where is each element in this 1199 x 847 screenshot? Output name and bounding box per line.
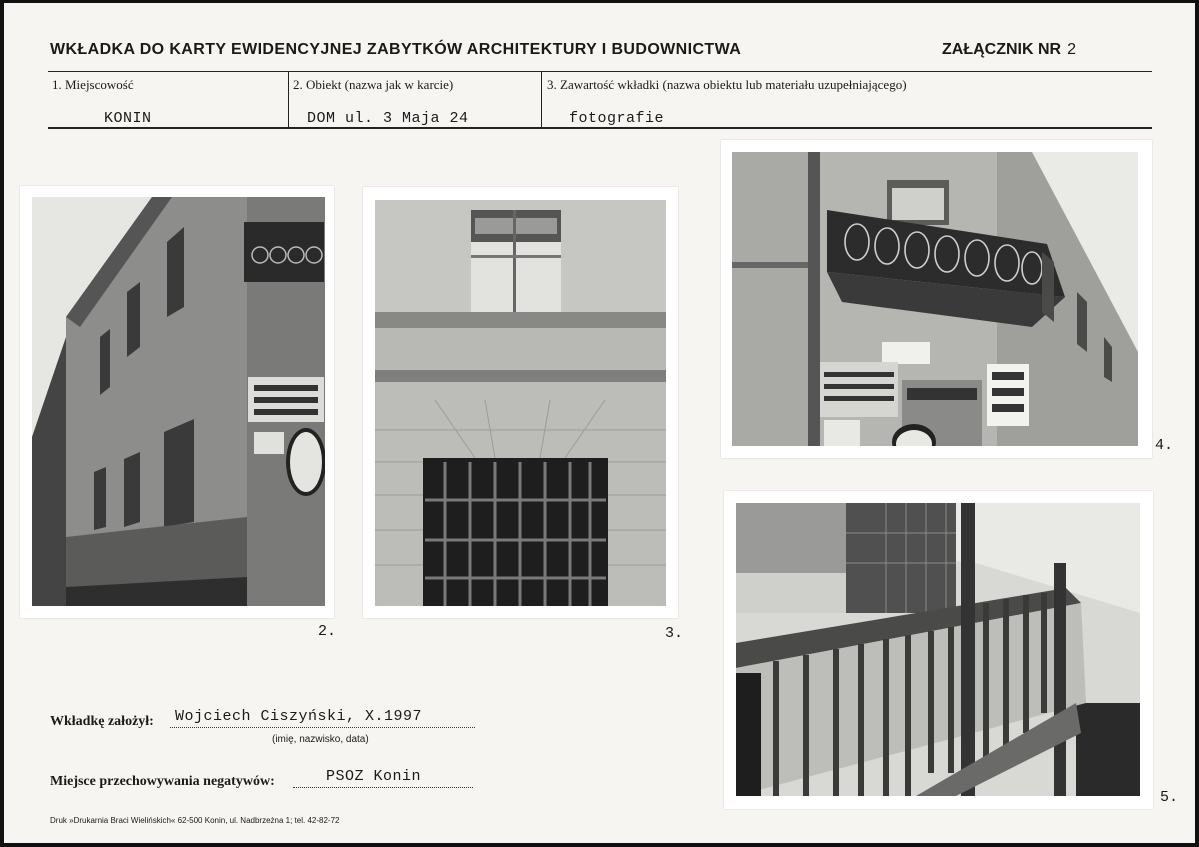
author-label: Wkładkę założył: — [50, 714, 154, 729]
object-label: 2. Obiekt (nazwa jak w karcie) — [293, 77, 454, 92]
photo-staircase — [736, 503, 1140, 796]
annex-label — [942, 41, 1076, 59]
photo-number-4: 4. — [1155, 437, 1174, 454]
photo-balcony-signs — [732, 152, 1138, 446]
printer-footer: Druk »Drukarnia Braci Wielińskich« 62-500 Konin, ul. Nadbrzeżna 1; tel. 42-82-72 — [50, 816, 340, 825]
photo-building-corner — [32, 197, 325, 606]
photo-number-5: 5. — [1160, 789, 1179, 806]
locality-value: KONIN — [104, 110, 152, 127]
negatives-dotted-line — [293, 787, 473, 788]
photo-facade-window — [375, 200, 666, 606]
content-value: fotografie — [569, 110, 665, 127]
author-value: Wojciech Ciszyński, X.1997 — [175, 708, 423, 725]
photo-number-3: 3. — [665, 625, 684, 642]
column-divider-1 — [288, 71, 289, 128]
header-rule-bottom — [48, 127, 1152, 129]
document-title: WKŁADKA DO KARTY EWIDENCYJNEJ ZABYTKÓW ARCHITEKTURY I BUDOWNICTWA — [50, 41, 742, 58]
photo-number-2: 2. — [318, 623, 337, 640]
locality-label: 1. Miejscowość — [52, 77, 134, 92]
negatives-label: Miejsce przechowywania negatywów: — [50, 774, 275, 789]
annex-number: 2 — [1067, 41, 1076, 58]
header-rule-top — [48, 71, 1152, 72]
annex-label-text: ZAŁĄCZNIK NR — [942, 41, 1062, 58]
author-hint: (imię, nazwisko, data) — [272, 734, 369, 745]
column-divider-2 — [541, 71, 542, 128]
object-value: DOM ul. 3 Maja 24 — [307, 110, 469, 127]
author-dotted-line — [170, 727, 475, 728]
content-label: 3. Zawartość wkładki (nazwa obiektu lub materiału uzupełniającego) — [547, 77, 907, 92]
negatives-value: PSOZ Konin — [326, 768, 422, 785]
